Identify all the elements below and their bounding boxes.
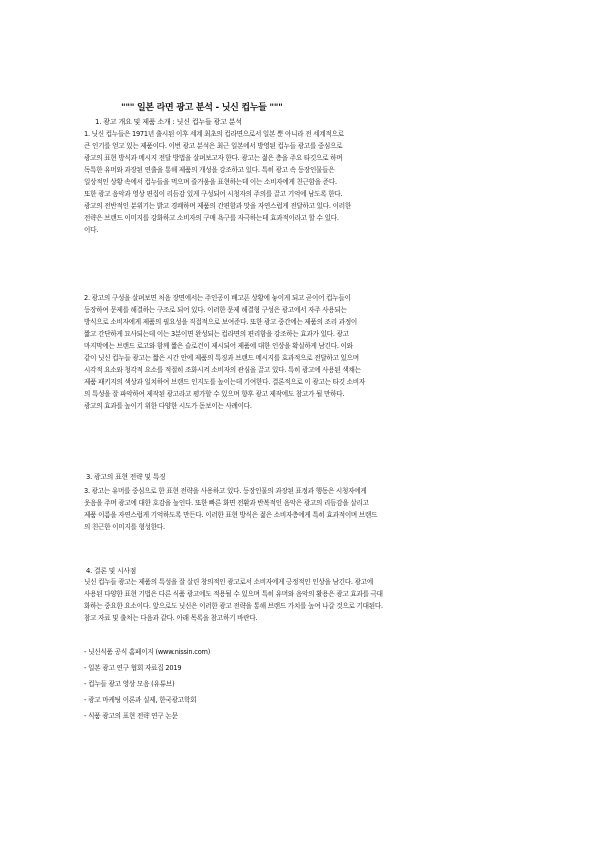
text-line: 광고의 효과를 높이기 위한 다양한 시도가 돋보이는 사례이다. <box>84 402 252 410</box>
text-line: 마지막에는 브랜드 로고와 함께 짧은 슬로건이 제시되어 제품에 대한 인상을 확실하게 남긴다. 이와 <box>84 342 353 350</box>
text-line: 또한 광고 음악과 영상 편집이 리듬감 있게 구성되어 시청자의 주의를 끌고 기억에 남도록 한다. <box>84 190 343 198</box>
text-line: 방식으로 소비자에게 제품의 필요성을 직접적으로 보여준다. 또한 광고 중간에는 제품의 조리 과정이 <box>84 318 358 326</box>
document-title: """ 일본 라면 광고 분석 - 닛신 컵누들 """ <box>121 103 283 113</box>
list-item: - 광고 마케팅 이론과 실제, 한국광고학회 <box>84 696 197 704</box>
text-line: 광고의 전반적인 분위기는 밝고 경쾌하며 제품의 간편함과 맛을 자연스럽게 전달하고 있다. 이러한 <box>84 202 351 210</box>
text-line: 3. 광고는 유머를 중심으로 한 표현 전략을 사용하고 있다. 등장인물의 과장된 표정과 행동은 시청자에게 <box>84 487 367 495</box>
list-item: - 식품 광고의 표현 전략 연구 논문 <box>84 712 178 720</box>
paragraph-1 <box>84 128 512 236</box>
list-item: - 일본 광고 연구 협회 자료집 2019 <box>84 664 182 672</box>
text-line: 1. 닛신 컵누들은 1971년 출시된 이후 세계 최초의 컵라면으로서 일본 뿐 아니라 전 세계적으로 <box>84 130 344 138</box>
paragraph-3 <box>84 485 512 533</box>
text-line: 제품 이름을 자연스럽게 기억하도록 만든다. 이러한 표현 방식은 젊은 소비자층에게 특히 효과적이며 브랜드 <box>84 511 378 519</box>
text-line: 독특한 유머와 과장된 연출을 통해 제품의 개성을 강조하고 있다. 특히 광고 속 등장인물들은 <box>84 166 335 174</box>
section-heading: 4. 결론 및 시사점 <box>86 567 137 575</box>
text-line: 이다. <box>84 226 99 234</box>
text-line: 같이 닛신 컵누들 광고는 짧은 시간 안에 제품의 특징과 브랜드 메시지를 효과적으로 전달하고 있으며 <box>84 354 359 362</box>
text-line: 전략은 브랜드 이미지를 강화하고 소비자의 구매 욕구를 자극하는데 효과적이라고 할 수 있다. <box>84 214 339 222</box>
text-line: 웃음을 주며 광고에 대한 호감을 높인다. 또한 빠른 화면 전환과 반복적인 음악은 광고의 리듬감을 살리고 <box>84 499 369 507</box>
text-line: 의 친근한 이미지를 형성한다. <box>84 523 165 531</box>
text-line: 2. 광고의 구성을 살펴보면 처음 장면에서는 주인공이 배고픈 상황에 놓이게 되고 곧이어 컵누들이 <box>84 294 351 302</box>
paragraph-2 <box>84 292 512 412</box>
text-line: 참고 자료 및 출처는 다음과 같다. 아래 목록을 참고하기 바란다. <box>84 614 258 622</box>
paragraph-4 <box>84 576 512 624</box>
text-line: 광고의 표현 방식과 메시지 전달 방법을 살펴보고자 한다. 광고는 젊은 층을 주요 타깃으로 하며 <box>84 154 343 162</box>
document-subtitle: 1. 광고 개요 및 제품 소개 : 닛신 컵누들 광고 분석 <box>95 118 242 126</box>
list-item: - 닛신식품 공식 홈페이지 (www.nissin.com) <box>84 648 211 656</box>
text-line: 시각적 요소와 청각적 요소를 적절히 조화시켜 소비자의 관심을 끌고 있다. 특히 광고에 사용된 색채는 <box>84 366 361 374</box>
text-line: 닛신 컵누들 광고는 제품의 특성을 잘 살린 창의적인 광고로서 소비자에게 긍정적인 인상을 남긴다. 광고에 <box>84 578 373 586</box>
text-line: 일상적인 상황 속에서 컵누들을 먹으며 즐거움을 표현하는데 이는 소비자에게 친근함을 준다. <box>84 178 337 186</box>
reference-list <box>84 644 384 724</box>
text-line: 등장하여 문제를 해결하는 구조로 되어 있다. 이러한 문제 해결형 구성은 광고에서 자주 사용되는 <box>84 306 347 314</box>
text-line: 화하는 중요한 요소이다. 앞으로도 닛신은 이러한 광고 전략을 통해 브랜드 가치를 높여 나갈 것으로 기대된다. <box>84 602 383 610</box>
text-line: 의 특성을 잘 파악하여 제작된 광고라고 평가할 수 있으며 향후 광고 제작에도 참고가 될 만하다. <box>84 390 345 398</box>
section-heading: 3. 광고의 표현 전략 및 특징 <box>86 473 166 481</box>
text-line: 사용된 다양한 표현 기법은 다른 식품 광고에도 적용될 수 있으며 특히 유머와 음악의 활용은 광고 효과를 극대 <box>84 590 383 598</box>
list-item: - 컵누들 광고 영상 모음 (유튜브) <box>84 680 175 688</box>
text-line: 짧고 간단하게 묘사되는데 이는 3분이면 완성되는 컵라면의 편리함을 강조하는 효과가 있다. 광고 <box>84 330 349 338</box>
text-line: 큰 인기를 얻고 있는 제품이다. 이번 광고 분석은 최근 일본에서 방영된 컵누들 광고를 중심으로 <box>84 142 343 150</box>
text-line: 제품 패키지의 색상과 일치하여 브랜드 인지도를 높이는데 기여한다. 결론적으로 이 광고는 타깃 소비자 <box>84 378 366 386</box>
